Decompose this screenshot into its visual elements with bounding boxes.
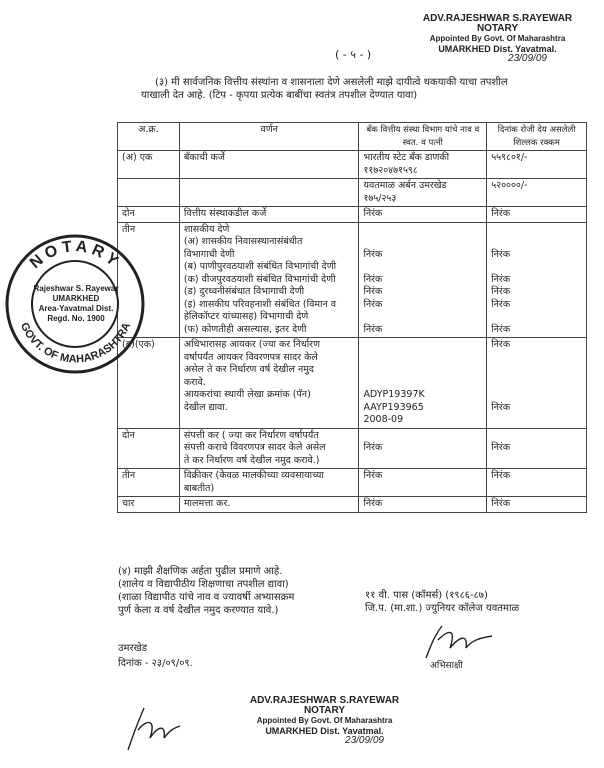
row-description-line: संपत्ती कराचे विवरणपत्र सादर केले असेल bbox=[183, 442, 326, 453]
row-bank-name-line: निरंक bbox=[363, 273, 383, 285]
liabilities-table bbox=[117, 122, 587, 513]
row-bank-name-line bbox=[363, 311, 482, 324]
intro-line-2: याखाली देत आहे. (टिप - कृपया प्रत्येक बाबींचा स्वतंत्र तपशील देण्यात यावा) bbox=[141, 90, 418, 101]
stamp-line-2: NOTARY bbox=[476, 23, 519, 34]
row-amount-line bbox=[491, 377, 582, 390]
row-bank-name-line bbox=[363, 261, 482, 274]
row-amount-line bbox=[491, 236, 582, 249]
table-row bbox=[118, 338, 587, 429]
row-description bbox=[179, 151, 359, 179]
row-bank-name bbox=[359, 151, 487, 179]
header-sr: अ.क्र. bbox=[118, 123, 180, 151]
bottom-notary-stamp bbox=[232, 696, 417, 746]
table-body bbox=[118, 151, 587, 513]
stamp-line-1: ADV.RAJESHWAR S.RAYEWAR bbox=[422, 13, 573, 24]
row-amount-line: ५२००००/- bbox=[491, 180, 528, 191]
row-sr bbox=[118, 179, 180, 207]
row-description-line: वर्षापर्यंत आयकर विवरणपत्र सादर केले bbox=[183, 351, 318, 363]
row-amount bbox=[487, 207, 587, 223]
stamp-inner-3: Area-Yavatmal Dist. bbox=[38, 304, 114, 313]
deponent-signature bbox=[420, 618, 500, 663]
intro-line-1: (३) मी सार्वजनिक वित्तीय संस्थांना व शासनाला देणे असलेली माझे दायीत्वे थकयाकी याचा तपशील bbox=[155, 77, 508, 88]
row-amount-line: निरंक bbox=[491, 273, 511, 285]
row-amount-line bbox=[491, 311, 582, 324]
notary-signature bbox=[122, 702, 182, 754]
row-bank-name-line bbox=[363, 236, 482, 249]
row-bank-name-line bbox=[363, 352, 482, 365]
table-row bbox=[118, 428, 587, 469]
row-description bbox=[179, 497, 359, 513]
row-description-line bbox=[184, 180, 355, 193]
stamp-line-4: UMARKHED Dist. Yavatmal. bbox=[438, 44, 557, 54]
table-row bbox=[118, 179, 587, 207]
place: उमरखेड bbox=[118, 643, 148, 654]
bstamp-line-4: UMARKHED Dist. Yavatmal. bbox=[265, 726, 384, 736]
education-right bbox=[365, 589, 519, 615]
row-amount-line bbox=[491, 352, 582, 365]
edu-left-3: (शाळा विद्यापीठ यांचे नाव व ज्यावर्षी अभ्यासक्रम bbox=[118, 592, 295, 603]
row-description-line: (फ) कोणतीही असल्यास, इतर देणी bbox=[183, 323, 307, 335]
row-bank-name-line: निरंक bbox=[363, 323, 383, 335]
stamp-line-3: Appointed By Govt. Of Maharashtra bbox=[429, 34, 566, 43]
row-bank-name-line: निरंक bbox=[363, 498, 383, 509]
edu-left-2: (शालेय व विद्यापीठीय शिक्षणाचा तपशील द्यावा) bbox=[118, 579, 289, 590]
row-description-line: (ड) दुरध्वनीसंबंधात विभागाची देणी bbox=[183, 286, 305, 297]
row-bank-name-line: निरंक bbox=[363, 286, 383, 297]
row-bank-name-line: यवतमाळ अर्बन उमरखेड bbox=[363, 180, 447, 191]
stamp-inner-2: UMARKHED bbox=[52, 294, 100, 303]
row-amount bbox=[487, 497, 587, 513]
row-description-line: विभागाची देणी bbox=[183, 248, 235, 260]
stamp-inner bbox=[32, 284, 120, 324]
row-bank-name-line bbox=[363, 224, 482, 237]
row-description-line: वित्तीय संस्थाकडील कर्जे bbox=[183, 208, 267, 219]
row-bank-name bbox=[359, 207, 487, 223]
row-amount-line: निरंक bbox=[491, 248, 511, 260]
row-bank-name-line: निरंक bbox=[363, 208, 383, 219]
row-bank-name-line: AAYP193965 bbox=[363, 401, 424, 413]
edu-left-1: (४) माझी शैक्षणिक अर्हता पुढील प्रमाणे आहे. bbox=[118, 566, 283, 577]
date-line: दिनांक - २३/०९/०९. bbox=[118, 658, 193, 669]
row-description-line: आयकरांचा स्थायी लेखा क्रमांक (पॅन) bbox=[183, 389, 311, 400]
bstamp-line-2: NOTARY bbox=[303, 705, 346, 716]
row-amount bbox=[487, 222, 587, 338]
bstamp-line-1: ADV.RAJESHWAR S.RAYEWAR bbox=[249, 695, 400, 706]
row-bank-name-line bbox=[363, 339, 482, 352]
stamp-outer-bottom: GOVT. OF MAHARASHTRA bbox=[17, 320, 134, 366]
row-sr: दोन bbox=[118, 207, 180, 223]
row-description-line: अधिभारासह आयकर (ज्या कर निर्धारण bbox=[183, 339, 320, 350]
row-description-line: (ब) पाणीपुरवठयाशी संबंधित विभागांची देणी bbox=[183, 261, 337, 272]
row-amount-line bbox=[491, 364, 582, 377]
table-row bbox=[118, 222, 587, 338]
row-amount-line: निरंक bbox=[491, 286, 511, 297]
table-row bbox=[118, 469, 587, 497]
row-bank-name bbox=[359, 222, 487, 338]
row-amount-line: निरंक bbox=[491, 401, 511, 413]
row-sr: तीन bbox=[118, 469, 180, 497]
row-bank-name-line: ADYP19397K bbox=[363, 389, 425, 400]
row-description-line: बँकाची कर्जे bbox=[183, 152, 225, 163]
row-description-line: ते कर निर्धारण वर्ष देखील नमुद करावे.) bbox=[183, 454, 320, 466]
round-notary-stamp bbox=[3, 232, 148, 377]
row-bank-name bbox=[359, 497, 487, 513]
row-amount-line: ५५९८०१/- bbox=[491, 152, 528, 163]
row-sr: तीन bbox=[118, 222, 180, 338]
bstamp-line-3: Appointed By Govt. Of Maharashtra bbox=[256, 716, 393, 725]
row-description-line: (क) वीजपुरवठयाशी संबंधित विभागांची देणी bbox=[183, 273, 336, 285]
row-bank-name-line: ११७२०४७१५९८ bbox=[363, 164, 418, 176]
row-bank-name-line bbox=[363, 377, 482, 390]
row-bank-name-line: १७५/२५३ bbox=[363, 192, 397, 204]
page-number: ( - ५ - ) bbox=[335, 48, 372, 61]
row-bank-name-line: 2008-09 bbox=[363, 414, 404, 425]
row-bank-name-line bbox=[363, 364, 482, 377]
stamp-date: 23/09/09 bbox=[508, 53, 547, 64]
row-amount bbox=[487, 428, 587, 469]
edu-right-2: जि.प. (मा.शा.) ज्युनियर कॉलेज यवतमाळ bbox=[365, 603, 520, 614]
row-description-line: देखील द्यावा. bbox=[183, 401, 228, 413]
row-amount-line: निरंक bbox=[491, 339, 511, 350]
row-amount-line: निरंक bbox=[491, 442, 511, 453]
row-amount bbox=[487, 179, 587, 207]
row-description-line: बाबतीत) bbox=[183, 482, 215, 494]
row-amount bbox=[487, 151, 587, 179]
education-left bbox=[118, 565, 294, 617]
row-amount-line: निरंक bbox=[491, 498, 511, 509]
row-bank-name bbox=[359, 338, 487, 429]
row-description-line: संपत्ती कर ( ज्या कर निर्धारण वर्षापर्यंत bbox=[183, 429, 319, 441]
row-bank-name bbox=[359, 179, 487, 207]
table-header-row bbox=[118, 123, 587, 151]
row-description-line: असेल ते कर निर्धारण वर्ष देखील नमुद bbox=[183, 364, 314, 375]
row-amount-line bbox=[491, 224, 582, 237]
row-amount-line: निरंक bbox=[491, 298, 511, 310]
deponent-label: अभिसाक्षी bbox=[430, 661, 463, 671]
row-description bbox=[179, 179, 359, 207]
row-description-line: शासकीय देणे bbox=[183, 223, 230, 235]
table-row bbox=[118, 207, 587, 223]
row-sr: (ब)(एक) bbox=[118, 338, 180, 429]
intro-text bbox=[141, 76, 508, 102]
row-description bbox=[179, 338, 359, 429]
bstamp-date: 23/09/09 bbox=[345, 735, 384, 746]
table-row bbox=[118, 497, 587, 513]
row-description bbox=[179, 207, 359, 223]
row-description bbox=[179, 428, 359, 469]
row-amount-line: निरंक bbox=[491, 208, 511, 219]
row-amount-line bbox=[491, 430, 582, 443]
header-bank-name: बँक वित्तीय संस्था विभाग यांचे नाव व स्वत. व पत्नी bbox=[359, 123, 487, 151]
stamp-outer-top: NOTARY bbox=[26, 238, 125, 273]
row-description bbox=[179, 469, 359, 497]
row-amount-line bbox=[491, 261, 582, 274]
row-bank-name-line: निरंक bbox=[363, 248, 383, 260]
row-bank-name-line: भारतीय स्टेट बँक डाणकी bbox=[363, 152, 450, 163]
edu-right-1: ११ वी. पास (कॉमर्स) (१९८६-८७) bbox=[365, 590, 488, 601]
row-sr: (अ) एक bbox=[118, 151, 180, 179]
row-bank-name bbox=[359, 428, 487, 469]
header-amount: दिनांक रोजी देय असलेली शिल्लक रक्कम bbox=[487, 123, 587, 151]
row-description-line: करावे. bbox=[183, 376, 206, 388]
top-notary-stamp bbox=[405, 14, 590, 64]
row-bank-name-line: निरंक bbox=[363, 298, 383, 310]
stamp-inner-4: Regd. No. 1900 bbox=[47, 314, 105, 323]
row-amount bbox=[487, 338, 587, 429]
header-description: वर्णन bbox=[179, 123, 359, 151]
row-sr: दोन bbox=[118, 428, 180, 469]
row-amount-line: निरंक bbox=[491, 323, 511, 335]
row-description-line: मालमत्ता कर. bbox=[183, 498, 231, 509]
table-row bbox=[118, 151, 587, 179]
row-description bbox=[179, 222, 359, 338]
row-amount-line: निरंक bbox=[491, 470, 511, 481]
row-description-line: विक्रीकर (केवळ मालकीच्या व्यवसायाच्या bbox=[183, 470, 324, 481]
row-amount bbox=[487, 469, 587, 497]
stamp-inner-1: Rajeshwar S. Rayewar bbox=[33, 284, 119, 293]
row-bank-name-line bbox=[363, 430, 482, 443]
row-bank-name-line: निरंक bbox=[363, 470, 383, 481]
row-sr: चार bbox=[118, 497, 180, 513]
edu-left-4: पुर्ण केला व वर्ष देखील नमुद करण्यात यावे.) bbox=[118, 605, 279, 616]
row-bank-name-line: निरंक bbox=[363, 442, 383, 453]
row-description-line: (इ) शासकीय परिवहनाशी संबंधित (विमान व bbox=[183, 298, 337, 310]
row-amount-line bbox=[491, 389, 582, 402]
row-bank-name bbox=[359, 469, 487, 497]
row-description-line: हेलिकॉप्टर यांच्यासह) विभागाची देणे bbox=[183, 311, 309, 322]
row-description-line: (अ) शासकीय निवासस्थानासंबंधीत bbox=[183, 236, 303, 247]
